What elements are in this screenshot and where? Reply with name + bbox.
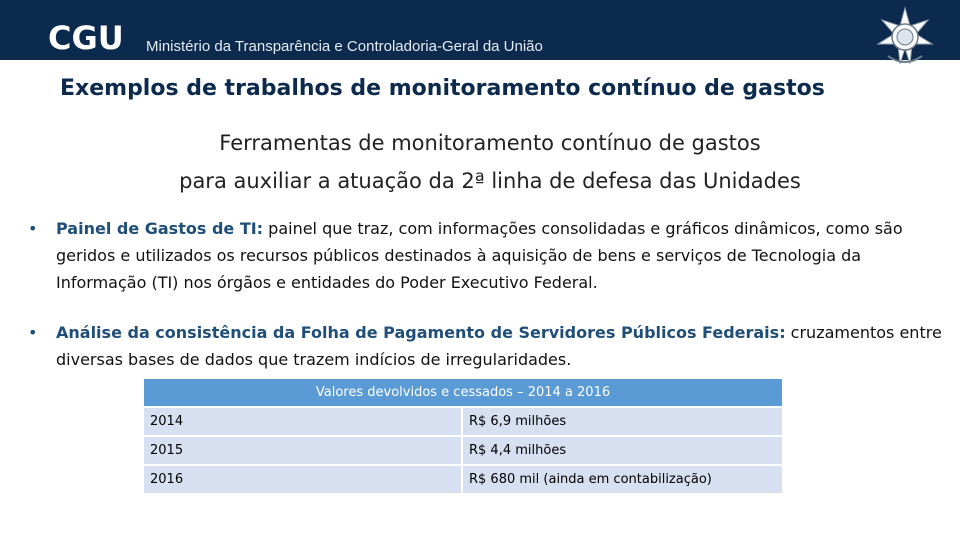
table-cell-year: 2014: [144, 407, 462, 436]
org-name: Ministério da Transparência e Controladoria-Geral da União: [146, 38, 543, 55]
bullet-icon: •: [28, 323, 38, 342]
table-row: [144, 465, 782, 493]
subtitle-line-1: Ferramentas de monitoramento contínuo de gastos: [219, 131, 761, 155]
table-cell-value: R$ 680 mil (ainda em contabilização): [462, 465, 782, 493]
table-cell-value: R$ 4,4 milhões: [462, 436, 782, 465]
table-cell-year: 2016: [144, 465, 462, 493]
bullet-lead: Painel de Gastos de TI:: [56, 219, 264, 238]
page-title: Exemplos de trabalhos de monitoramento contínuo de gastos: [60, 76, 825, 101]
bullet-text: cruzamentos entre: [785, 323, 942, 342]
values-table: [144, 379, 782, 493]
subtitle: [60, 124, 920, 200]
table-row: [144, 407, 782, 436]
table-cell-value: R$ 6,9 milhões: [462, 407, 782, 436]
brazil-coat-of-arms-icon: [874, 6, 936, 70]
subtitle-line-2: para auxiliar a atuação da 2ª linha de defesa das Unidades: [179, 169, 801, 193]
bullet-text: Informação (TI) nos órgãos e entidades do Poder Executivo Federal.: [56, 273, 598, 292]
bullet-text: geridos e utilizados os recursos públicos destinados à aquisição de bens e serviços de Tecnologia da: [56, 246, 862, 265]
table-cell-year: 2015: [144, 436, 462, 465]
bullet-icon: •: [28, 219, 38, 238]
table-row: [144, 436, 782, 465]
cgu-logo: CGU: [48, 19, 124, 57]
bullet-lead: Análise da consistência da Folha de Pagamento de Servidores Públicos Federais:: [56, 323, 786, 342]
bullet-text: diversas bases de dados que trazem indícios de irregularidades.: [56, 350, 572, 369]
header-bar: [0, 0, 960, 60]
bullet-text: painel que traz, com informações consolidadas e gráficos dinâmicos, como são: [263, 219, 903, 238]
table-header: Valores devolvidos e cessados – 2014 a 2016: [144, 379, 782, 407]
